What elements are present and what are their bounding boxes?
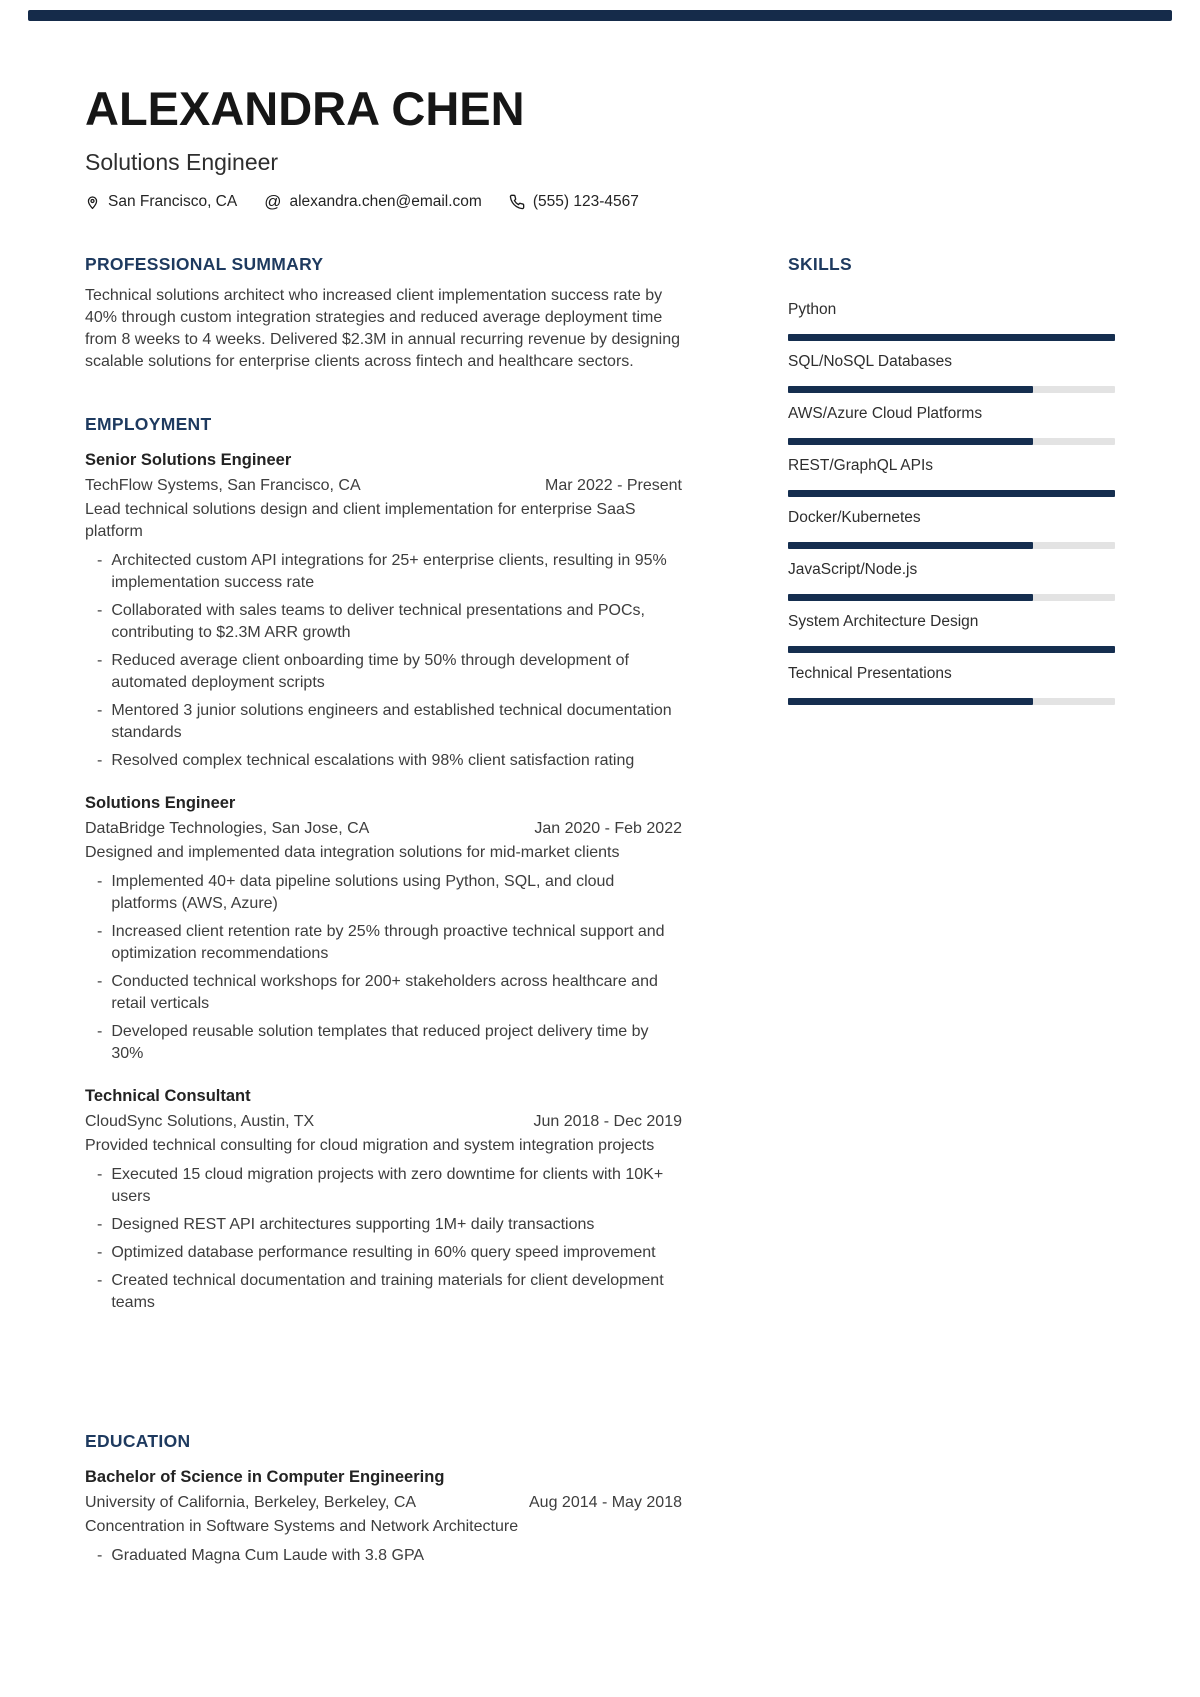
- section-education: [85, 1432, 682, 1567]
- bullet-dash: -: [97, 1547, 103, 1564]
- skill-bar-fill: [788, 594, 1033, 601]
- skill-bar-fill: [788, 386, 1033, 393]
- at-sign-icon: @: [264, 192, 282, 211]
- skill-bar-fill: [788, 334, 1115, 341]
- skills-list: [788, 300, 1115, 705]
- bullet-dash: -: [97, 1216, 103, 1233]
- bullet-item: [85, 1270, 682, 1314]
- skill-bar-fill: [788, 490, 1115, 497]
- skill-bar-track: [788, 334, 1115, 341]
- bullet-item: [85, 750, 682, 772]
- education-heading: EDUCATION: [85, 1431, 191, 1451]
- summary-text: Technical solutions architect who increased client implementation success rate by 40% through custom integration strategies and reduced average deployment time from 8 weeks to 4 weeks. Delivered $2.3M in annual recurring revenue by designing scalable solutions for enterprise clients across fintech and healthcare sectors.: [85, 287, 680, 370]
- job-description: Provided technical consulting for cloud migration and system integration projects: [85, 1137, 655, 1154]
- skill-label: Python: [788, 301, 837, 318]
- job-meta-row: [85, 817, 682, 840]
- contact-row: [85, 193, 1115, 211]
- bullet-dash: -: [97, 1023, 103, 1040]
- contact-phone: [509, 193, 639, 211]
- job-title: Solutions Engineer: [85, 794, 236, 812]
- bullet-text: Optimized database performance resulting in 60% query speed improvement: [111, 1244, 656, 1261]
- job-entry: [85, 1085, 682, 1314]
- job-dates: Jun 2018 - Dec 2019: [533, 1113, 682, 1130]
- bullet-dash: -: [97, 873, 103, 890]
- person-title: Solutions Engineer: [85, 149, 279, 175]
- skill-bar-fill: [788, 542, 1033, 549]
- skill-bar-track: [788, 698, 1115, 705]
- section-employment: [85, 415, 682, 1314]
- bullet-text: Reduced average client onboarding time by 50% through development of automated deployment scripts: [111, 652, 629, 691]
- bullet-dash: -: [97, 652, 103, 669]
- skill-item: [788, 664, 1115, 705]
- bullet-item: [85, 1164, 682, 1208]
- skill-label: JavaScript/Node.js: [788, 561, 918, 578]
- education-meta-row: [85, 1491, 682, 1514]
- bullet-dash: -: [97, 752, 103, 769]
- contact-location: [85, 193, 237, 211]
- skill-bar-track: [788, 490, 1115, 497]
- skill-bar-fill: [788, 698, 1033, 705]
- bullet-dash: -: [97, 1272, 103, 1289]
- skill-label: AWS/Azure Cloud Platforms: [788, 405, 983, 422]
- job-title: Senior Solutions Engineer: [85, 451, 292, 469]
- bullet-item: [85, 650, 682, 694]
- contact-email: [264, 193, 482, 211]
- bullet-item: [85, 1545, 682, 1567]
- location-pin-icon: [85, 194, 100, 211]
- job-company: DataBridge Technologies, San Jose, CA: [85, 820, 370, 837]
- bullet-text: Architected custom API integrations for 25+ enterprise clients, resulting in 95% implementation success rate: [111, 552, 667, 591]
- skill-bar-track: [788, 646, 1115, 653]
- job-bullets: [85, 1164, 682, 1314]
- bullet-text: Collaborated with sales teams to deliver technical presentations and POCs, contributing to $2.3M ARR growth: [111, 602, 645, 641]
- job-company: TechFlow Systems, San Francisco, CA: [85, 477, 361, 494]
- skill-label: System Architecture Design: [788, 613, 979, 630]
- bullet-text: Implemented 40+ data pipeline solutions using Python, SQL, and cloud platforms (AWS, Azure): [111, 873, 615, 912]
- bullet-dash: -: [97, 973, 103, 990]
- main-column: [85, 255, 682, 1567]
- bullet-text: Mentored 3 junior solutions engineers and established technical documentation standards: [111, 702, 672, 741]
- resume-content: [85, 84, 1115, 1567]
- bullet-text: Designed REST API architectures supporting 1M+ daily transactions: [111, 1216, 595, 1233]
- skill-bar-fill: [788, 438, 1033, 445]
- bullet-item: [85, 871, 682, 915]
- bullet-text: Conducted technical workshops for 200+ stakeholders across healthcare and retail verticals: [111, 973, 658, 1012]
- bullet-item: [85, 971, 682, 1015]
- person-name: ALEXANDRA CHEN: [85, 82, 525, 135]
- bullet-text: Created technical documentation and training materials for client development teams: [111, 1272, 664, 1311]
- skill-bar-fill: [788, 646, 1115, 653]
- bullet-item: [85, 600, 682, 644]
- bullet-item: [85, 550, 682, 594]
- skills-heading: SKILLS: [788, 254, 853, 274]
- education-bullets: [85, 1545, 682, 1567]
- bullet-dash: -: [97, 1166, 103, 1183]
- skill-item: [788, 560, 1115, 601]
- skill-label: REST/GraphQL APIs: [788, 457, 934, 474]
- skill-item: [788, 352, 1115, 393]
- bullet-text: Increased client retention rate by 25% through proactive technical support and optimization recommendations: [111, 923, 665, 962]
- job-title: Technical Consultant: [85, 1087, 251, 1105]
- bullet-dash: -: [97, 602, 103, 619]
- bullet-dash: -: [97, 702, 103, 719]
- job-company: CloudSync Solutions, Austin, TX: [85, 1113, 315, 1130]
- job-meta-row: [85, 474, 682, 497]
- job-entry: [85, 792, 682, 1065]
- job-entry: [85, 449, 682, 772]
- bullet-text: Resolved complex technical escalations with 98% client satisfaction rating: [111, 752, 635, 769]
- skill-label: SQL/NoSQL Databases: [788, 353, 952, 370]
- bullet-dash: -: [97, 923, 103, 940]
- job-meta-row: [85, 1110, 682, 1133]
- skill-item: [788, 508, 1115, 549]
- skill-bar-track: [788, 594, 1115, 601]
- skill-item: [788, 404, 1115, 445]
- contact-email-text: alexandra.chen@email.com: [289, 193, 482, 210]
- job-dates: Mar 2022 - Present: [545, 477, 682, 494]
- sidebar-column: [788, 255, 1115, 1567]
- job-dates: Jan 2020 - Feb 2022: [534, 820, 682, 837]
- skill-bar-track: [788, 438, 1115, 445]
- contact-phone-text: (555) 123-4567: [532, 193, 639, 210]
- job-description: Lead technical solutions design and client implementation for enterprise SaaS platform: [85, 501, 636, 540]
- bullet-item: [85, 1214, 682, 1236]
- education-dates: Aug 2014 - May 2018: [529, 1494, 682, 1511]
- bullet-dash: -: [97, 1244, 103, 1261]
- skill-bar-track: [788, 542, 1115, 549]
- skill-label: Docker/Kubernetes: [788, 509, 921, 526]
- bullet-text: Developed reusable solution templates that reduced project delivery time by 30%: [111, 1023, 649, 1062]
- education-school: University of California, Berkeley, Berkeley, CA: [85, 1494, 417, 1511]
- two-column-layout: [85, 255, 1115, 1567]
- section-professional-summary: [85, 255, 682, 373]
- job-bullets: [85, 550, 682, 772]
- education-description: Concentration in Software Systems and Network Architecture: [85, 1518, 519, 1535]
- skill-label: Technical Presentations: [788, 665, 952, 682]
- job-description: Designed and implemented data integration solutions for mid-market clients: [85, 844, 620, 861]
- resume-header: [85, 84, 1115, 211]
- top-accent-bar: [28, 10, 1172, 21]
- bullet-dash: -: [97, 552, 103, 569]
- employment-heading: EMPLOYMENT: [85, 414, 212, 434]
- bullet-item: [85, 700, 682, 744]
- bullet-item: [85, 1021, 682, 1065]
- bullet-item: [85, 1242, 682, 1264]
- skill-item: [788, 612, 1115, 653]
- skill-bar-track: [788, 386, 1115, 393]
- phone-icon: [509, 194, 525, 210]
- bullet-text: Executed 15 cloud migration projects with zero downtime for clients with 10K+ users: [111, 1166, 664, 1205]
- education-degree: Bachelor of Science in Computer Engineering: [85, 1468, 445, 1486]
- contact-location-text: San Francisco, CA: [108, 193, 238, 210]
- bullet-item: [85, 921, 682, 965]
- job-bullets: [85, 871, 682, 1065]
- skill-item: [788, 300, 1115, 341]
- section-skills: [788, 255, 1115, 705]
- bullet-text: Graduated Magna Cum Laude with 3.8 GPA: [111, 1547, 425, 1564]
- summary-heading: PROFESSIONAL SUMMARY: [85, 254, 324, 274]
- skill-item: [788, 456, 1115, 497]
- jobs-list: [85, 449, 682, 1314]
